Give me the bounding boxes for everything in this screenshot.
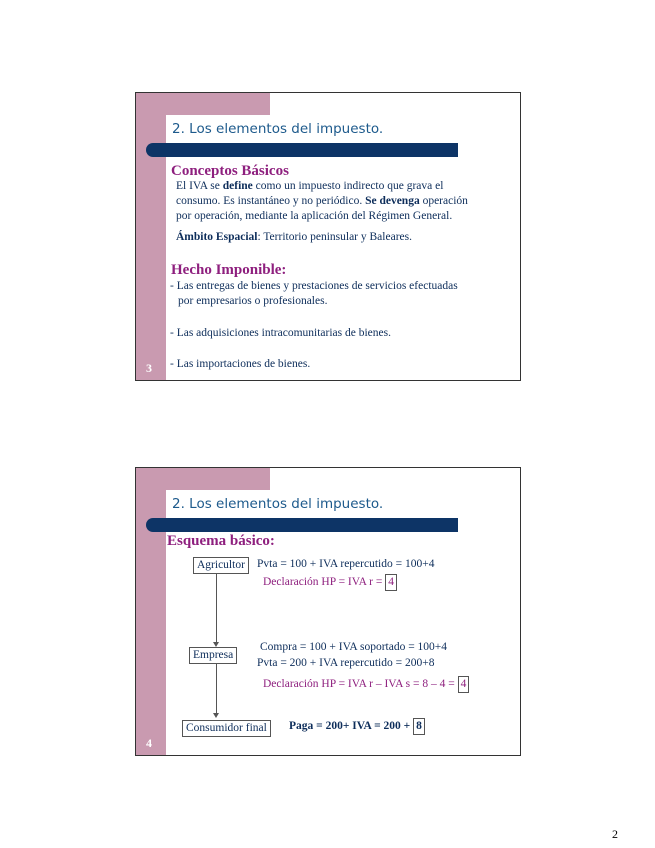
agricultor-decl-value: 4 (385, 574, 397, 591)
agricultor-pvta: Pvta = 100 + IVA repercutido = 100+4 (257, 558, 435, 570)
conceptos-heading: Conceptos Básicos (171, 163, 289, 179)
slide-number: 3 (146, 361, 152, 375)
slide-4 (135, 467, 521, 756)
agricultor-declaracion: Declaración HP = IVA r = 4 (263, 574, 397, 591)
connector-line-1 (216, 574, 217, 643)
definition-line-1: El IVA se define como un impuesto indirecto que grava el (176, 180, 444, 192)
consumidor-paga-value: 8 (413, 718, 425, 735)
slide-3 (135, 92, 521, 381)
empresa-compra: Compra = 100 + IVA soportado = 100+4 (260, 641, 448, 653)
consumidor-box: Consumidor final (182, 720, 271, 737)
slide-accent-column (136, 468, 166, 755)
empresa-declaracion: Declaración HP = IVA r – IVA s = 8 – 4 = 4 (263, 676, 469, 693)
esquema-heading: Esquema básico: (167, 533, 275, 549)
agricultor-box: Agricultor (193, 557, 249, 574)
slide-title: 2. Los elementos del impuesto. (172, 121, 384, 137)
slide-title-bar (146, 518, 458, 532)
definition-paragraph (176, 179, 468, 224)
consumidor-paga: Paga = 200+ IVA = 200 + 8 (289, 718, 425, 735)
bullet-entregas: - Las entregas de bienes y prestaciones de servicios efectuadas por empresarios o profesionales. (170, 280, 458, 307)
empresa-decl-value: 4 (458, 676, 470, 693)
hecho-imponible-heading: Hecho Imponible: (171, 262, 287, 278)
definition-line-3: por operación, mediante la aplicación del Régimen General. (176, 210, 453, 222)
slide-accent-tab (166, 468, 270, 490)
ambito-espacial: Ámbito Espacial: Territorio peninsular y Baleares. (176, 231, 412, 243)
empresa-box: Empresa (189, 647, 237, 664)
definition-line-2: consumo. Es instantáneo y no periódico. Se devenga operación (176, 195, 468, 207)
slide-accent-tab (166, 93, 270, 115)
slide-accent-column (136, 93, 166, 380)
page-number: 2 (612, 827, 618, 841)
bullet-importaciones: - Las importaciones de bienes. (170, 358, 311, 370)
slide-title: 2. Los elementos del impuesto. (172, 496, 384, 512)
slide-number: 4 (146, 736, 152, 750)
connector-line-2 (216, 664, 217, 714)
slide-title-bar (146, 143, 458, 157)
connector-arrow-2 (213, 713, 219, 718)
empresa-pvta: Pvta = 200 + IVA repercutido = 200+8 (257, 657, 435, 669)
bullet-adquisiciones: - Las adquisiciones intracomunitarias de bienes. (170, 327, 391, 339)
